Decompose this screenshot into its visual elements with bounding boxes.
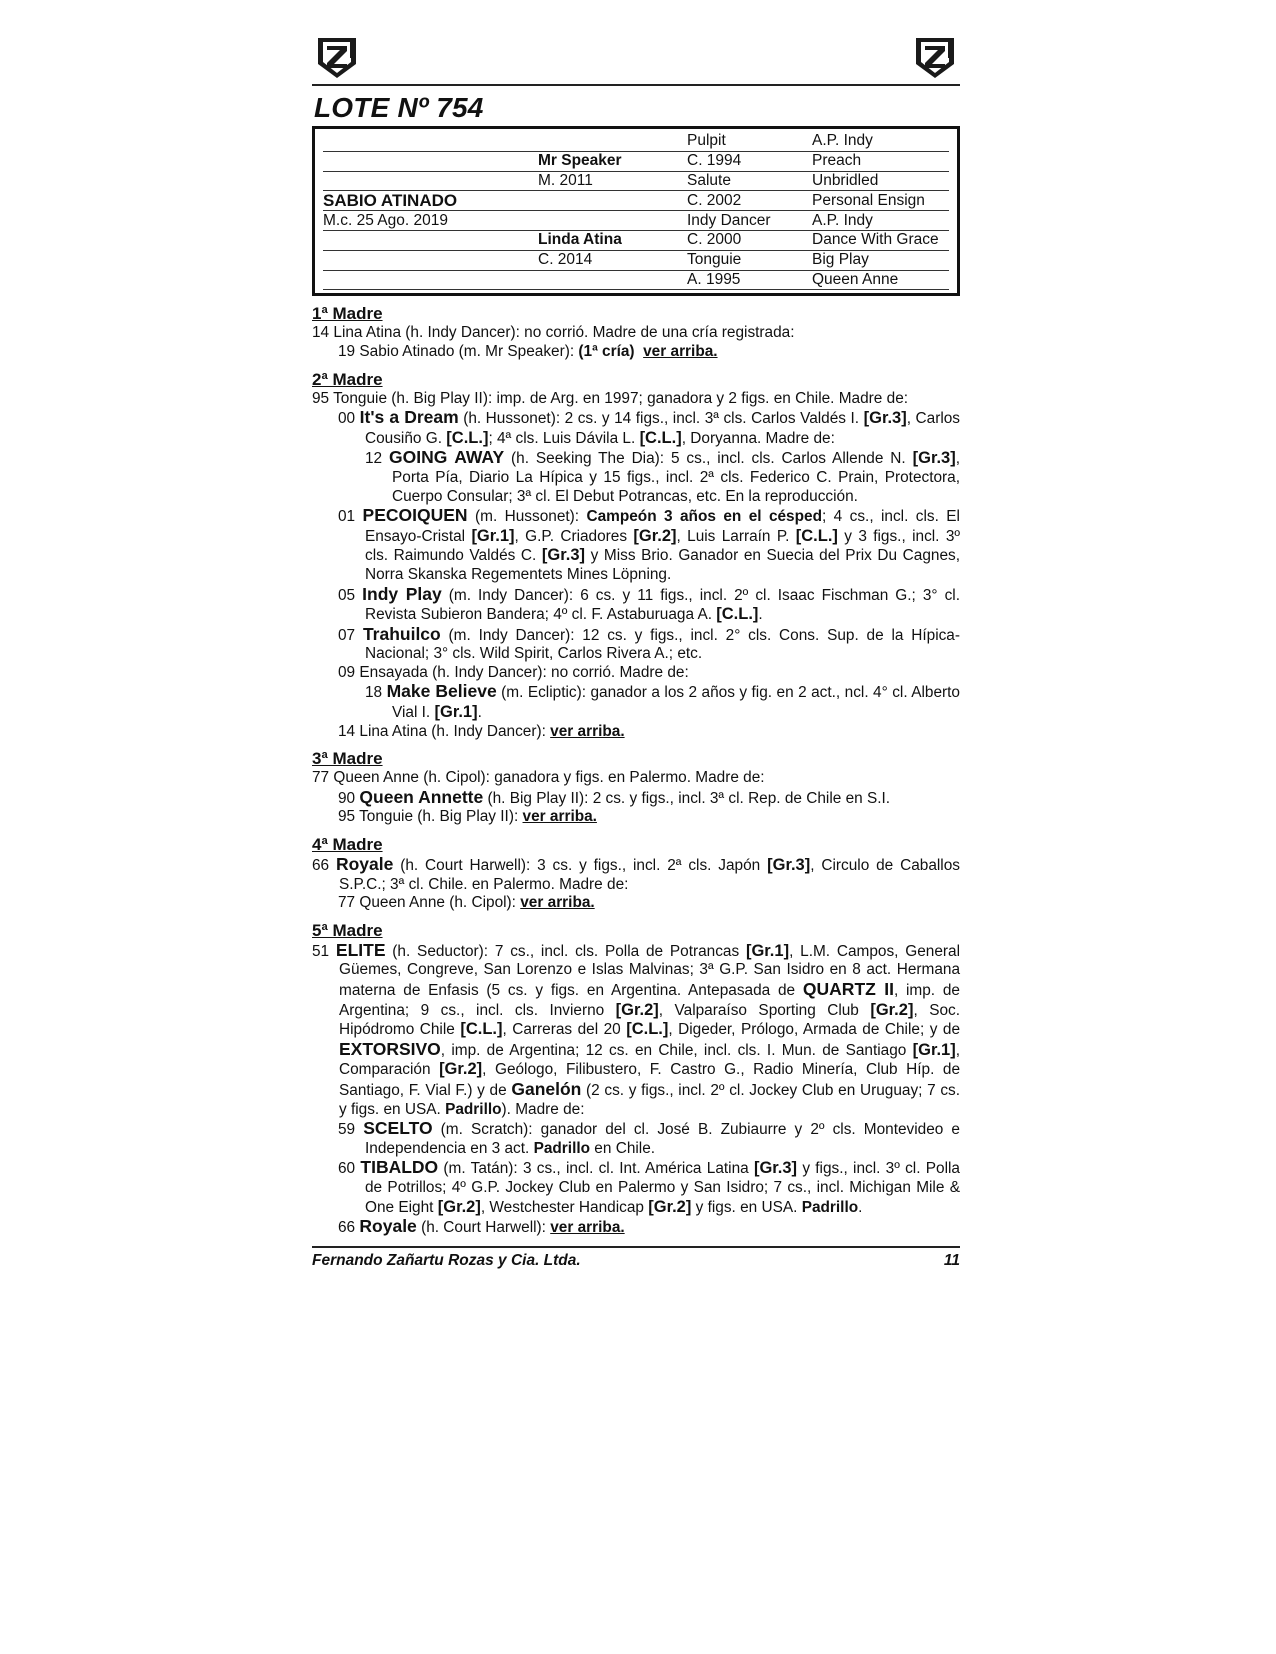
entry: 95 Tonguie (h. Big Play II): imp. de Arg. en 1997; ganadora y 2 figs. en Chile. Madre de: [312, 389, 909, 407]
horse-name: SABIO ATINADO [323, 191, 538, 211]
entry: 09 Ensayada (h. Indy Dancer): no corrió. Madre de: [338, 663, 689, 681]
pedigree-row: Linda Atina C. 2000 Dance With Grace [323, 230, 949, 250]
entry: 00 It's a Dream (h. Hussonet): 2 cs. y 14 figs., incl. 3ª cls. Carlos Valdés I. [Gr.3], Carlos Cousiño G. [C.L.]; 4ª cls. Luis Dávila L. [C.L.], Doryanna. Madre de: [338, 407, 960, 447]
entry: 19 Sabio Atinado (m. Mr Speaker): (1ª cría) ver arriba. [338, 342, 718, 360]
section-title: 5ª Madre [312, 920, 383, 940]
entry: 51 ELITE (h. Seductor): 7 cs., incl. cls. Polla de Potrancas [Gr.1], L.M. Campos, General Güemes, Congreve, San Lorenzo e Islas Malvinas; 3ª G.P. San Isidro en 8 act. Hermana materna de Enfasis (5 cs. y figs. en Argentina. Antepasada de QUARTZ II, imp. de Argentina; 9 cs., incl. cls. Invierno [Gr.2], Valparaíso Sporting Club [Gr.2], Soc. Hipódromo Chile [C.L.], Carreras del 20 [C.L.], Digeder, Prólogo, Armada de Chile; y de EXTORSIVO, imp. de Argentina; 12 cs. en Chile, incl. cls. I. Mun. de Santiago [Gr.1], Comparación [Gr.2], Geólogo, Filibustero, F. Castro G., Radio Minería, Club Híp. de Santiago, F. Vial F.) y de Ganelón (2 cs. y figs., incl. 2º cl. Jockey Club en Uruguay; 7 cs. y figs. en USA. Padrillo). Madre de: [312, 939, 961, 1118]
entry: 77 Queen Anne (h. Cipol): ver arriba. [338, 894, 595, 912]
section-title: 4ª Madre [312, 835, 383, 855]
entry: 05 Indy Play (m. Indy Dancer): 6 cs. y 11 figs., incl. 2º cl. Isaac Fischman G.; 3° cl. Revista Subieron Bandera; 4º cl. F. Astaburuaga A. [C.L.]. [338, 583, 960, 624]
entry: 12 GOING AWAY (h. Seeking The Dia): 5 cs., incl. cls. Carlos Allende N. [Gr.3], Porta Pía, Diario La Hípica y 15 figs., incl. 2ª cls. Federico C. Prain, Protectora, Cuerpo Consular; 3ª cl. El Debut Potrancas, etc. En la reproducción. [365, 447, 960, 505]
section-third-dam [312, 749, 960, 827]
entry: 07 Trahuilco (m. Indy Dancer): 12 cs. y figs., incl. 2° cls. Cons. Sup. de la Hípica-Nacional; 3° cls. Wild Spirit, Carlos Rivera A.; etc. [338, 623, 960, 663]
entry: 14 Lina Atina (h. Indy Dancer): no corrió. Madre de una cría registrada: [312, 324, 795, 342]
footer-company: Fernando Zañartu Rozas y Cia. Ltda. [312, 1251, 581, 1269]
section-first-dam [312, 304, 960, 361]
pedigree-row: M. 2011 Salute Unbridled [323, 171, 949, 191]
page-footer [312, 1246, 960, 1270]
catalog-page [312, 30, 960, 1270]
section-fifth-dam [312, 921, 960, 1238]
pedigree-row: A. 1995 Queen Anne [323, 270, 949, 290]
lot-title: LOTE Nº 754 [314, 92, 484, 123]
entry: 95 Tonguie (h. Big Play II): ver arriba. [338, 808, 597, 826]
horse-birth: M.c. 25 Ago. 2019 [323, 211, 538, 231]
entry: 90 Queen Annette (h. Big Play II): 2 cs. y figs., incl. 3ª cl. Rep. de Chile en S.I. [338, 786, 891, 807]
entry: 60 TIBALDO (m. Tatán): 3 cs., incl. cl. Int. América Latina [Gr.3] y figs., incl. 3º cl. Polla de Potrillos; 4º G.P. Jockey Club en Palermo y San Isidro; 7 cs., incl. Michigan Mile & One Eight [Gr.2], Westchester Handicap [Gr.2] y figs. en USA. Padrillo. [338, 1157, 960, 1216]
entry: 66 Royale (h. Court Harwell): ver arriba. [338, 1216, 625, 1237]
entry: 59 SCELTO (m. Scratch): ganador del cl. José B. Zubiaurre y 2º cls. Montevideo e Independencia en 3 act. Padrillo en Chile. [338, 1118, 960, 1157]
pedigree-row: SABIO ATINADO C. 2002 Personal Ensign [323, 191, 949, 211]
section-title: 1ª Madre [312, 304, 383, 324]
pedigree-row: M.c. 25 Ago. 2019 Indy Dancer A.P. Indy [323, 211, 949, 231]
zanartu-logo-icon [912, 34, 958, 80]
pedigree-row: C. 2014 Tonguie Big Play [323, 250, 949, 270]
dam-name: Linda Atina [538, 230, 687, 250]
entry: 01 PECOIQUEN (m. Hussonet): Campeón 3 años en el césped; 4 cs., incl. cls. El Ensayo-Cristal [Gr.1], G.P. Criadores [Gr.2], Luis Larraín P. [C.L.] y 3 figs., incl. 3º cls. Raimundo Valdés C. [Gr.3] y Miss Brio. Ganador en Suecia del Prix Du Cagnes, Norra Skanska Regementets Mines Löpning. [338, 505, 960, 583]
entry: 14 Lina Atina (h. Indy Dancer): ver arriba. [338, 722, 625, 740]
pedigree-row: Pulpit A.P. Indy [323, 132, 949, 151]
sire-name: Mr Speaker [538, 151, 687, 171]
entry: 66 Royale (h. Court Harwell): 3 cs. y figs., incl. 2ª cls. Japón [Gr.3], Circulo de Caballos S.P.C.; 3ª cl. Chile. en Palermo. Madre de: [312, 854, 960, 893]
section-title: 3ª Madre [312, 749, 383, 769]
zanartu-logo-icon [314, 34, 360, 80]
page-header [312, 30, 960, 86]
pedigree-row: Mr Speaker C. 1994 Preach [323, 151, 949, 171]
page-number: 11 [943, 1251, 960, 1269]
section-second-dam [312, 370, 960, 742]
pedigree-table [312, 126, 960, 296]
section-title: 2ª Madre [312, 369, 383, 389]
entry: 77 Queen Anne (h. Cipol): ganadora y figs. en Palermo. Madre de: [312, 769, 765, 787]
section-fourth-dam [312, 835, 960, 913]
entry: 18 Make Believe (m. Ecliptic): ganador a los 2 años y fig. en 2 act., ncl. 4° cl. Alberto Vial I. [Gr.1]. [365, 681, 960, 722]
